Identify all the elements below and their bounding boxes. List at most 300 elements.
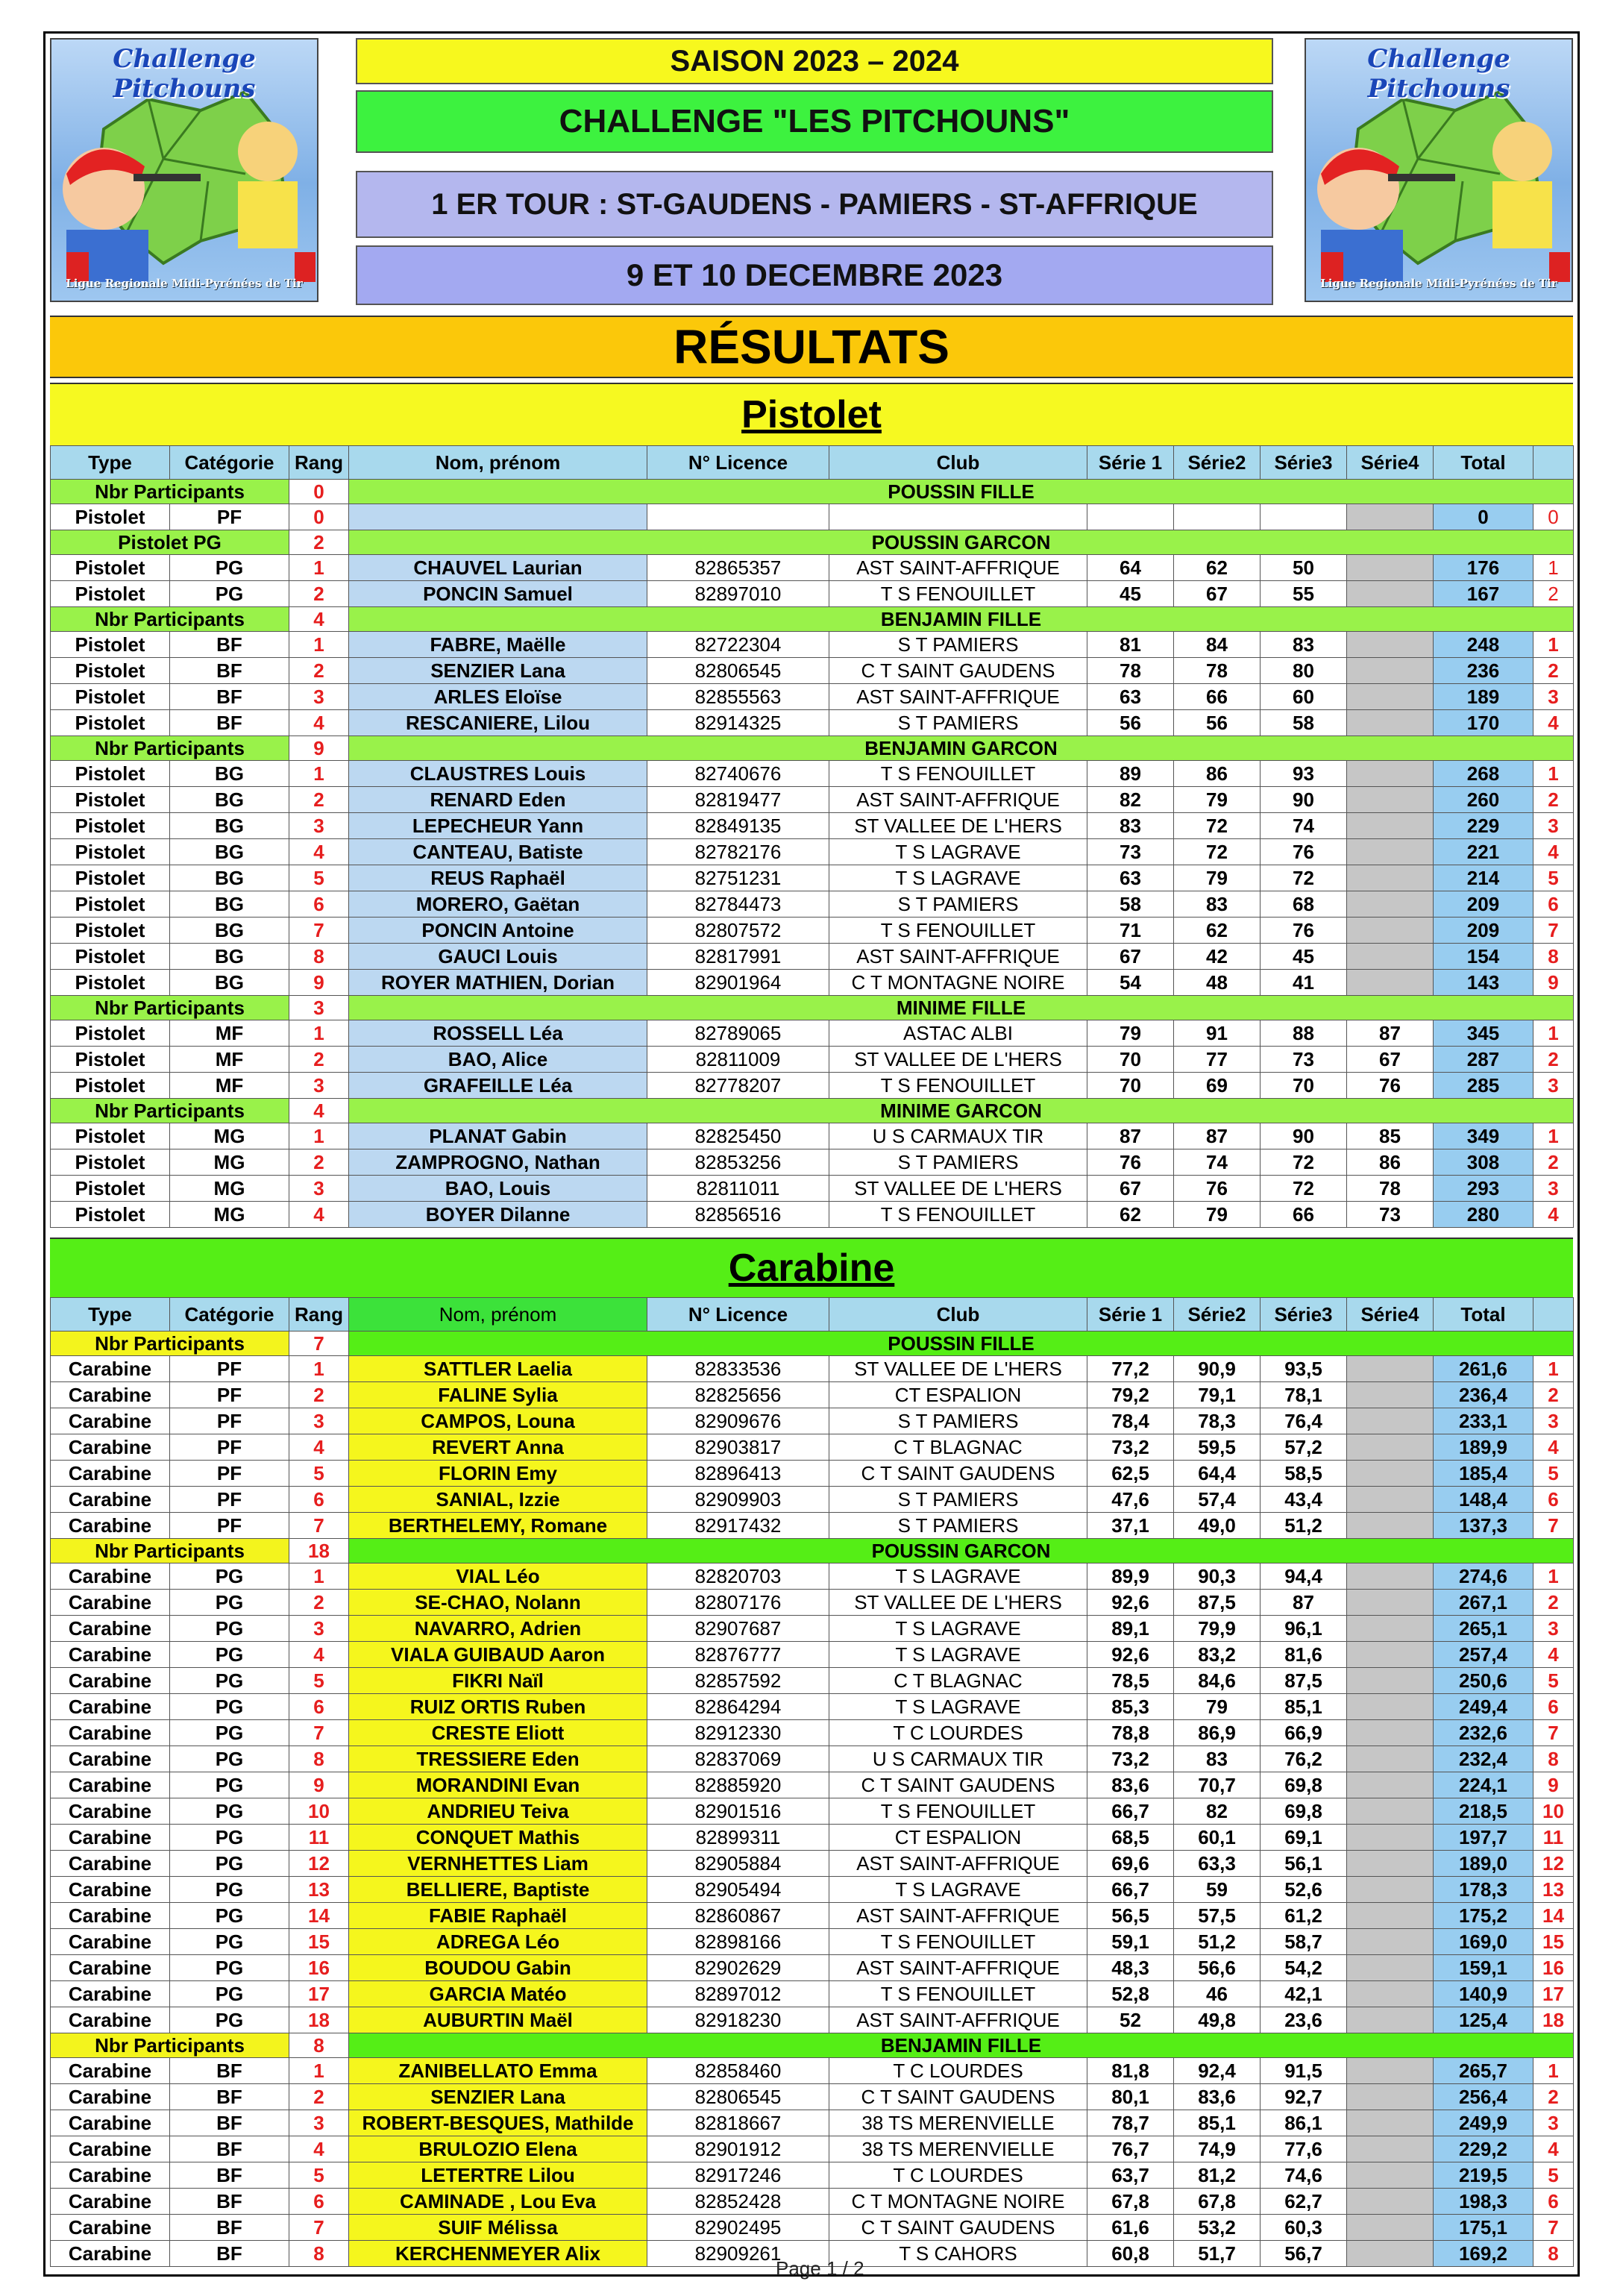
cell-c: BG (170, 918, 289, 944)
cell-r: 0 (289, 504, 349, 530)
cell-rk: 2 (1533, 787, 1574, 813)
group-label: Pistolet PG (51, 530, 289, 555)
cell-l: 82849135 (647, 813, 829, 839)
cell-tot: 0 (1434, 504, 1533, 530)
cell-rk: 7 (1533, 1513, 1574, 1539)
cell-s3: 43,4 (1261, 1487, 1347, 1513)
cell-t: Carabine (51, 1642, 170, 1668)
cell-r: 11 (289, 1825, 349, 1851)
cell-s3: 62,7 (1261, 2189, 1347, 2215)
cell-l: 82901912 (647, 2136, 829, 2162)
cell-s1: 64 (1087, 555, 1174, 581)
cell-s4 (1347, 1825, 1434, 1851)
cell-l (647, 504, 829, 530)
cell-rk: 3 (1533, 1176, 1574, 1202)
cell-n: GARCIA Matéo (349, 1981, 647, 2007)
cell-s2: 60,1 (1174, 1825, 1261, 1851)
cell-tot: 169,2 (1434, 2241, 1533, 2267)
cell-rk: 9 (1533, 1772, 1574, 1798)
cell-n: SE-CHAO, Nolann (349, 1590, 647, 1616)
cell-s1: 80,1 (1087, 2084, 1174, 2110)
cell-n: SANIAL, Izzie (349, 1487, 647, 1513)
cell-s2: 62 (1174, 918, 1261, 944)
cell-cl: C T BLAGNAC (829, 1434, 1087, 1461)
cell-rk: 3 (1533, 2110, 1574, 2136)
table-row (51, 1616, 1574, 1642)
cell-cl: ST VALLEE DE L'HERS (829, 1356, 1087, 1382)
cell-c: PG (170, 1746, 289, 1772)
cell-s1: 73,2 (1087, 1746, 1174, 1772)
cell-s4 (1347, 1408, 1434, 1434)
cell-tot: 232,4 (1434, 1746, 1533, 1772)
table-row (51, 1877, 1574, 1903)
group-count: 4 (289, 1099, 349, 1123)
cell-t: Carabine (51, 1563, 170, 1590)
date-banner: 9 ET 10 DECEMBRE 2023 (356, 245, 1273, 305)
cell-l: 82825656 (647, 1382, 829, 1408)
table-row (51, 1903, 1574, 1929)
cell-tot: 274,6 (1434, 1563, 1533, 1590)
cell-r: 1 (289, 1563, 349, 1590)
cell-s1: 67,8 (1087, 2189, 1174, 2215)
cell-rk: 4 (1533, 1434, 1574, 1461)
cell-s3: 78,1 (1261, 1382, 1347, 1408)
cell-t: Carabine (51, 2162, 170, 2189)
cell-n: BOUDOU Gabin (349, 1955, 647, 1981)
cell-l: 82751231 (647, 865, 829, 891)
cell-tot: 224,1 (1434, 1772, 1533, 1798)
cell-rk: 0 (1533, 504, 1574, 530)
cell-s3: 69,1 (1261, 1825, 1347, 1851)
cell-n: CAMINADE , Lou Eva (349, 2189, 647, 2215)
cell-rk: 2 (1533, 1590, 1574, 1616)
cell-t: Pistolet (51, 839, 170, 865)
table-row (51, 1746, 1574, 1772)
cell-tot: 345 (1434, 1020, 1533, 1047)
cell-rk: 1 (1533, 1356, 1574, 1382)
group-count: 3 (289, 996, 349, 1020)
cell-t: Carabine (51, 1772, 170, 1798)
cell-t: Carabine (51, 1825, 170, 1851)
cell-s3: 73 (1261, 1047, 1347, 1073)
cell-s4 (1347, 1720, 1434, 1746)
cell-tot: 265,1 (1434, 1616, 1533, 1642)
group-header-row (51, 2033, 1574, 2058)
cell-tot: 170 (1434, 710, 1533, 736)
cell-rk: 18 (1533, 2007, 1574, 2033)
cell-t: Carabine (51, 1851, 170, 1877)
cell-c: BG (170, 761, 289, 787)
cell-cl: AST SAINT-AFFRIQUE (829, 1851, 1087, 1877)
cell-c: BG (170, 970, 289, 996)
cell-s2: 78 (1174, 658, 1261, 684)
cell-s1: 85,3 (1087, 1694, 1174, 1720)
cell-c: PG (170, 1981, 289, 2007)
cell-cl: T C LOURDES (829, 1720, 1087, 1746)
cell-rk: 1 (1533, 1123, 1574, 1149)
cell-c: PF (170, 1408, 289, 1434)
table-row (51, 970, 1574, 996)
cell-n: ANDRIEU Teiva (349, 1798, 647, 1825)
cell-s4 (1347, 2189, 1434, 2215)
cell-s4 (1347, 813, 1434, 839)
cell-cl: S T PAMIERS (829, 1149, 1087, 1176)
cell-l: 82902495 (647, 2215, 829, 2241)
cell-t: Carabine (51, 1408, 170, 1434)
cell-s2: 56 (1174, 710, 1261, 736)
column-header: Total (1434, 1298, 1533, 1332)
cell-c: BF (170, 2084, 289, 2110)
cell-r: 9 (289, 1772, 349, 1798)
cell-r: 8 (289, 944, 349, 970)
table-row (51, 813, 1574, 839)
cell-s4 (1347, 787, 1434, 813)
cell-l: 82901516 (647, 1798, 829, 1825)
cell-cl: AST SAINT-AFFRIQUE (829, 1955, 1087, 1981)
cell-t: Carabine (51, 1981, 170, 2007)
cell-s4 (1347, 555, 1434, 581)
cell-cl: S T PAMIERS (829, 891, 1087, 918)
cell-rk: 6 (1533, 1694, 1574, 1720)
group-category: POUSSIN GARCON (349, 1539, 1574, 1563)
table-row (51, 632, 1574, 658)
cell-t: Pistolet (51, 555, 170, 581)
group-category: POUSSIN FILLE (349, 1332, 1574, 1356)
cell-s4 (1347, 504, 1434, 530)
cell-s3: 41 (1261, 970, 1347, 996)
cell-l: 82885920 (647, 1772, 829, 1798)
table-row (51, 1461, 1574, 1487)
cell-s3: 69,8 (1261, 1772, 1347, 1798)
cell-l: 82825450 (647, 1123, 829, 1149)
table-row (51, 1356, 1574, 1382)
cell-t: Carabine (51, 2241, 170, 2267)
cell-s3: 50 (1261, 555, 1347, 581)
cell-tot: 221 (1434, 839, 1533, 865)
cell-s3: 76,2 (1261, 1746, 1347, 1772)
cell-l: 82857592 (647, 1668, 829, 1694)
cell-rk: 4 (1533, 1202, 1574, 1228)
cell-l: 82912330 (647, 1720, 829, 1746)
cell-r: 9 (289, 970, 349, 996)
cell-s1: 59,1 (1087, 1929, 1174, 1955)
table-header-row (51, 446, 1574, 480)
table-row (51, 1149, 1574, 1176)
table-row (51, 555, 1574, 581)
cell-n: CLAUSTRES Louis (349, 761, 647, 787)
cell-s2: 86,9 (1174, 1720, 1261, 1746)
cell-s3: 58,5 (1261, 1461, 1347, 1487)
cell-c: PG (170, 1825, 289, 1851)
cell-cl: U S CARMAUX TIR (829, 1746, 1087, 1772)
column-header: Série2 (1174, 1298, 1261, 1332)
cell-rk: 3 (1533, 684, 1574, 710)
cell-r: 6 (289, 891, 349, 918)
cell-c: PF (170, 1487, 289, 1513)
cell-c: PG (170, 1720, 289, 1746)
cell-r: 1 (289, 1123, 349, 1149)
cell-s4 (1347, 761, 1434, 787)
cell-c: MG (170, 1149, 289, 1176)
section-pistolet (50, 383, 1573, 445)
cell-l: 82856516 (647, 1202, 829, 1228)
cell-t: Carabine (51, 1877, 170, 1903)
cell-s3: 58 (1261, 710, 1347, 736)
cell-c: PG (170, 1877, 289, 1903)
cell-c: BF (170, 2241, 289, 2267)
cell-tot: 256,4 (1434, 2084, 1533, 2110)
cell-s1: 92,6 (1087, 1642, 1174, 1668)
cell-tot: 137,3 (1434, 1513, 1533, 1539)
cell-c: BG (170, 787, 289, 813)
results-table-pistolet (50, 445, 1574, 1228)
cell-tot: 214 (1434, 865, 1533, 891)
cell-rk: 5 (1533, 1461, 1574, 1487)
cell-s4 (1347, 1798, 1434, 1825)
cell-r: 3 (289, 1073, 349, 1099)
cell-t: Pistolet (51, 710, 170, 736)
cell-c: MF (170, 1020, 289, 1047)
column-header: Club (829, 1298, 1087, 1332)
cell-r: 2 (289, 787, 349, 813)
cell-n: CONQUET Mathis (349, 1825, 647, 1851)
column-header: N° Licence (647, 446, 829, 480)
cell-s3: 80 (1261, 658, 1347, 684)
cell-cl: AST SAINT-AFFRIQUE (829, 555, 1087, 581)
cell-n: BRULOZIO Elena (349, 2136, 647, 2162)
cell-s1: 92,6 (1087, 1590, 1174, 1616)
cell-s3: 56,7 (1261, 2241, 1347, 2267)
cell-s3: 45 (1261, 944, 1347, 970)
cell-l: 82896413 (647, 1461, 829, 1487)
cell-t: Carabine (51, 1720, 170, 1746)
cell-s4 (1347, 1772, 1434, 1798)
cell-cl: AST SAINT-AFFRIQUE (829, 684, 1087, 710)
cell-cl: T S FENOUILLET (829, 1981, 1087, 2007)
cell-n: CAMPOS, Louna (349, 1408, 647, 1434)
cell-t: Pistolet (51, 1149, 170, 1176)
cell-c: PG (170, 1851, 289, 1877)
cell-s4 (1347, 710, 1434, 736)
cell-tot: 198,3 (1434, 2189, 1533, 2215)
cell-s4 (1347, 1461, 1434, 1487)
cell-rk: 6 (1533, 891, 1574, 918)
table-row (51, 2084, 1574, 2110)
cell-cl: C T MONTAGNE NOIRE (829, 970, 1087, 996)
cell-l: 82811011 (647, 1176, 829, 1202)
cell-t: Pistolet (51, 581, 170, 607)
cell-cl: T C LOURDES (829, 2162, 1087, 2189)
cell-r: 1 (289, 761, 349, 787)
cell-cl: T S FENOUILLET (829, 1073, 1087, 1099)
cell-r: 3 (289, 1408, 349, 1434)
cell-s1: 56 (1087, 710, 1174, 736)
cell-t: Carabine (51, 1356, 170, 1382)
cell-l: 82905884 (647, 1851, 829, 1877)
cell-s3: 86,1 (1261, 2110, 1347, 2136)
cell-l: 82852428 (647, 2189, 829, 2215)
cell-r: 3 (289, 684, 349, 710)
cell-n: SENZIER Lana (349, 2084, 647, 2110)
cell-l: 82865357 (647, 555, 829, 581)
cell-s2: 83,2 (1174, 1642, 1261, 1668)
cell-cl: C T SAINT GAUDENS (829, 1461, 1087, 1487)
cell-rk: 1 (1533, 2058, 1574, 2084)
cell-s3: 87,5 (1261, 1668, 1347, 1694)
cell-s4 (1347, 2110, 1434, 2136)
cell-n: FIKRI Naïl (349, 1668, 647, 1694)
cell-t: Carabine (51, 1746, 170, 1772)
cell-c: PF (170, 504, 289, 530)
cell-r: 7 (289, 2215, 349, 2241)
table-row (51, 1020, 1574, 1047)
cell-cl: ST VALLEE DE L'HERS (829, 1590, 1087, 1616)
table-row (51, 1694, 1574, 1720)
cell-s2: 46 (1174, 1981, 1261, 2007)
cell-s4 (1347, 1642, 1434, 1668)
cell-n: ROSSELL Léa (349, 1020, 647, 1047)
cell-tot: 197,7 (1434, 1825, 1533, 1851)
cell-tot: 209 (1434, 891, 1533, 918)
table-row (51, 658, 1574, 684)
cell-t: Carabine (51, 2007, 170, 2033)
cell-t: Pistolet (51, 632, 170, 658)
cell-cl: T S FENOUILLET (829, 1798, 1087, 1825)
cell-s2: 74,9 (1174, 2136, 1261, 2162)
cell-t: Carabine (51, 2189, 170, 2215)
table-row (51, 2110, 1574, 2136)
cell-s4 (1347, 839, 1434, 865)
table-row (51, 581, 1574, 607)
cell-t: Carabine (51, 1487, 170, 1513)
group-category: BENJAMIN FILLE (349, 607, 1574, 632)
cell-rk: 5 (1533, 865, 1574, 891)
cell-s1: 78,4 (1087, 1408, 1174, 1434)
cell-s2: 74 (1174, 1149, 1261, 1176)
cell-t: Pistolet (51, 504, 170, 530)
table-row (51, 1563, 1574, 1590)
cell-rk: 6 (1533, 2189, 1574, 2215)
cell-s4 (1347, 1487, 1434, 1513)
cell-cl: ST VALLEE DE L'HERS (829, 813, 1087, 839)
cell-n: RENARD Eden (349, 787, 647, 813)
cell-rk: 17 (1533, 1981, 1574, 2007)
cell-s4 (1347, 581, 1434, 607)
group-label: Nbr Participants (51, 996, 289, 1020)
cell-c: MF (170, 1047, 289, 1073)
cell-r: 5 (289, 1461, 349, 1487)
cell-cl: 38 TS MERENVIELLE (829, 2136, 1087, 2162)
cell-c: BF (170, 684, 289, 710)
column-header: N° Licence (647, 1298, 829, 1332)
column-header: Nom, prénom (349, 1298, 647, 1332)
table-row (51, 1408, 1574, 1434)
cell-rk: 1 (1533, 555, 1574, 581)
page-number: Page 1 / 2 (776, 2257, 864, 2280)
cell-s3: 72 (1261, 1176, 1347, 1202)
cell-r: 5 (289, 2162, 349, 2189)
cell-s4 (1347, 632, 1434, 658)
cell-s2: 57,5 (1174, 1903, 1261, 1929)
column-header: Série3 (1261, 446, 1347, 480)
cell-s1: 68,5 (1087, 1825, 1174, 1851)
table-row (51, 1772, 1574, 1798)
cell-r: 1 (289, 1020, 349, 1047)
cell-c: BF (170, 2215, 289, 2241)
cell-l: 82909903 (647, 1487, 829, 1513)
cell-r: 5 (289, 865, 349, 891)
cell-cl: T S CAHORS (829, 2241, 1087, 2267)
cell-n: PLANAT Gabin (349, 1123, 647, 1149)
group-label: Nbr Participants (51, 1539, 289, 1563)
cell-s1: 89,9 (1087, 1563, 1174, 1590)
cell-cl: C T SAINT GAUDENS (829, 1772, 1087, 1798)
cell-s1: 81,8 (1087, 2058, 1174, 2084)
cell-n: LETERTRE Lilou (349, 2162, 647, 2189)
cell-t: Carabine (51, 1461, 170, 1487)
cell-s4 (1347, 2215, 1434, 2241)
cell-s1 (1087, 504, 1174, 530)
cell-tot: 287 (1434, 1047, 1533, 1073)
cell-r: 8 (289, 2241, 349, 2267)
cell-n: RUIZ ORTIS Ruben (349, 1694, 647, 1720)
cell-s2: 92,4 (1174, 2058, 1261, 2084)
cell-l: 82909676 (647, 1408, 829, 1434)
cell-l: 82740676 (647, 761, 829, 787)
table-row (51, 2136, 1574, 2162)
cell-l: 82807572 (647, 918, 829, 944)
table-row (51, 1929, 1574, 1955)
table-row (51, 1798, 1574, 1825)
cell-t: Pistolet (51, 787, 170, 813)
cell-n: VERNHETTES Liam (349, 1851, 647, 1877)
cell-s1: 70 (1087, 1047, 1174, 1073)
cell-cl: S T PAMIERS (829, 1487, 1087, 1513)
cell-tot: 175,2 (1434, 1903, 1533, 1929)
cell-s2: 90,9 (1174, 1356, 1261, 1382)
cell-rk: 13 (1533, 1877, 1574, 1903)
cell-t: Carabine (51, 2084, 170, 2110)
cell-s4 (1347, 2136, 1434, 2162)
cell-tot: 249,4 (1434, 1694, 1533, 1720)
cell-tot: 233,1 (1434, 1408, 1533, 1434)
cell-n: ZAMPROGNO, Nathan (349, 1149, 647, 1176)
table-row (51, 1434, 1574, 1461)
group-header-row (51, 996, 1574, 1020)
cell-s4 (1347, 970, 1434, 996)
cell-n: SATTLER Laelia (349, 1356, 647, 1382)
table-row (51, 1825, 1574, 1851)
cell-t: Pistolet (51, 1073, 170, 1099)
cell-cl: T S FENOUILLET (829, 581, 1087, 607)
cell-s4 (1347, 1563, 1434, 1590)
cell-n: FALINE Sylia (349, 1382, 647, 1408)
cell-r: 10 (289, 1798, 349, 1825)
cell-l: 82917432 (647, 1513, 829, 1539)
cell-n: FLORIN Emy (349, 1461, 647, 1487)
cell-tot: 169,0 (1434, 1929, 1533, 1955)
cell-s4: 85 (1347, 1123, 1434, 1149)
cell-s2: 72 (1174, 813, 1261, 839)
cell-s2: 49,8 (1174, 2007, 1261, 2033)
cell-s4 (1347, 2007, 1434, 2033)
cell-r: 2 (289, 658, 349, 684)
cell-tot: 189,0 (1434, 1851, 1533, 1877)
table-row (51, 891, 1574, 918)
cell-l: 82897012 (647, 1981, 829, 2007)
cell-n: SUIF Mélissa (349, 2215, 647, 2241)
cell-cl: T S FENOUILLET (829, 918, 1087, 944)
